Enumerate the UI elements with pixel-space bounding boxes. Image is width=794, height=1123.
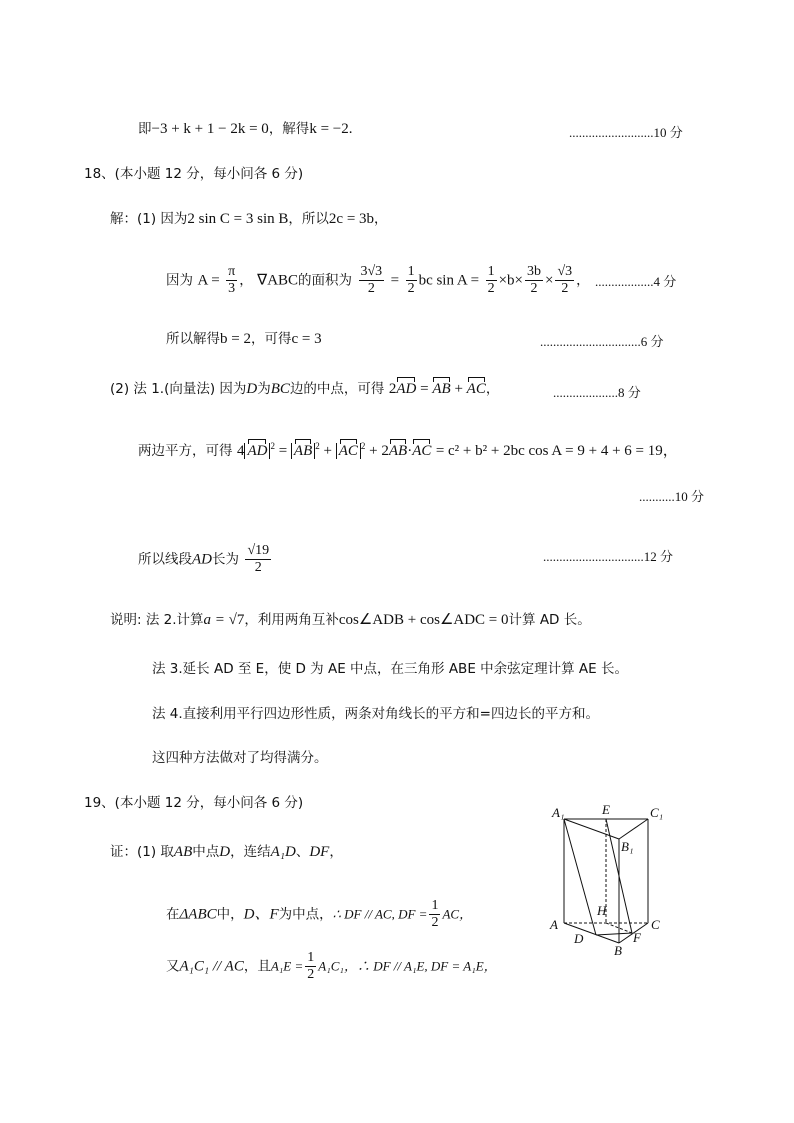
- edge-a-b: [564, 923, 619, 943]
- fraction-half: $\frac{1}{2}$: [431, 898, 439, 930]
- equation: c = 3: [291, 331, 322, 347]
- edge-c1-b1: [619, 819, 648, 839]
- label-d: D: [574, 931, 584, 946]
- text-segment: 解：(1) 因为: [110, 211, 188, 227]
- question-18-header: 18、(本小题 12 分，每小问各 6 分): [84, 166, 304, 182]
- equation: k = −2: [309, 121, 349, 137]
- label-a: A: [550, 917, 558, 932]
- text-segment: ，解得: [268, 121, 310, 137]
- label-b1: B₁: [621, 839, 634, 854]
- text-segment: 因为: [166, 272, 193, 289]
- q18-square-line: [138, 437, 678, 460]
- text-segment: 所以线段: [138, 551, 192, 568]
- text-segment: 即: [138, 121, 152, 137]
- note-method-4: 法 4.直接利用平行四边形性质，两条对角线长的平方和=四边长的平方和。: [152, 706, 599, 722]
- q18-part2-line: (2) 法 1.(向量法) 因为D为BC边的中点，可得 2AD = AB + AC，: [110, 381, 500, 397]
- equation: cos∠ADB + cos∠ADC = 0: [338, 612, 509, 628]
- label-f: F: [633, 930, 641, 945]
- label-c1: C₁: [650, 805, 664, 820]
- text-segment: 所以解得: [166, 331, 220, 347]
- fraction-half: $\frac{1}{2}$: [307, 950, 315, 982]
- solution-line-k: 即−3 + k + 1 − 2k = 0，解得k = −2.: [138, 121, 353, 137]
- score-marker: ....................8 分: [553, 385, 641, 400]
- note-method-3: 法 3.延长 AD 至 E，使 D 为 AE 中点，在三角形 ABE 中余弦定理计算 AE 长。: [152, 661, 628, 677]
- text-segment: (2) 法 1.(向量法) 因为: [110, 381, 247, 397]
- edge-a1-b1: [564, 819, 619, 839]
- q18-solve-line: [166, 330, 322, 348]
- fraction-sqrt19-over-2: $\frac{√19}{2}$: [247, 543, 270, 575]
- equation: A =: [197, 272, 220, 289]
- fraction-3b-over-2: $\frac{3b}{2}$: [527, 264, 542, 296]
- label-b: B: [614, 943, 622, 958]
- triangle-symbol: ∇ABC: [257, 272, 299, 289]
- label-e: E: [602, 802, 610, 817]
- text-segment: 的面积为: [298, 272, 353, 289]
- vector-equation: 2AD = AB + AC: [388, 381, 486, 397]
- score-marker: ...........10 分: [639, 489, 705, 504]
- text-segment: 说明: 法 2.计算: [110, 612, 204, 628]
- note-full-marks: 这四种方法做对了均得满分。: [152, 750, 328, 766]
- equation: a = √7: [203, 612, 245, 628]
- fraction-3sqrt3-over-2: $\frac{3√3}{2}$: [360, 264, 383, 296]
- fraction-pi-over-3: $\frac{\pi}{3}$: [228, 264, 236, 296]
- q19-proof-line-1: 证：(1) 取AB中点D，连结A₁D、DF，: [110, 844, 343, 860]
- question-19-header: 19、(本小题 12 分，每小问各 6 分): [84, 795, 304, 811]
- fraction-half: $\frac{1}{2}$: [487, 264, 495, 296]
- prism-figure: [540, 797, 670, 967]
- q19-proof-line-2: 在ΔABC中，D、F为中点，∴ DF // AC, DF = $\frac{1}{2}$ AC，: [166, 898, 473, 930]
- score-marker: ...............................12 分: [543, 549, 674, 564]
- q18-part1-line: [110, 210, 388, 228]
- q19-proof-line-3: 又A₁C₁ // AC，且A₁E = $\frac{1}{2}$ A₁C₁，∴ DF // A₁E, DF = A₁E，: [166, 950, 497, 982]
- label-h: H: [597, 903, 607, 918]
- score-marker: ..................4 分: [595, 274, 677, 289]
- equation: 2c = 3b: [328, 211, 375, 227]
- vector-expression: 4 AD $^2$ = AB $^2$ + AC $^2$ + 2AB·AC: [236, 441, 432, 459]
- segment-d-f: [596, 933, 632, 935]
- label-a1: A₁: [552, 805, 565, 820]
- text-segment: ，: [374, 211, 388, 227]
- q18-area-line: 因为 A = $\frac{\pi}{3}$ ， ∇ABC的面积为 $\frac{3√3}{2}$ = $\frac{1}{2}$ bc sin A = $\frac{1}{2}$ ×b× $\frac{3b}{2}$ × $\frac{√3}{2}$ ，: [166, 264, 590, 296]
- segment-a1-d: [564, 819, 596, 935]
- text-segment: ，可得: [250, 331, 292, 347]
- label-c: C: [651, 917, 660, 932]
- score-marker: ...............................6 分: [540, 334, 664, 349]
- equation: = c² + b² + 2bc cos A = 9 + 4 + 6 = 19，: [435, 443, 678, 459]
- equation: 2 sin C = 3 sin B: [187, 211, 289, 227]
- text-segment: ，所以: [288, 211, 329, 227]
- equation: −3 + k + 1 − 2k = 0: [151, 121, 269, 137]
- note-method-2: 说明: 法 2.计算a = √7，利用两角互补cos∠ADB + cos∠ADC = 0计算 AD 长。: [110, 612, 591, 628]
- equation: b = 2: [220, 331, 251, 347]
- q18-result-line: 所以线段AD长为 $\frac{√19}{2}$: [138, 543, 270, 575]
- fraction-half: $\frac{1}{2}$: [407, 264, 415, 296]
- fraction-sqrt3-over-2: $\frac{√3}{2}$: [557, 264, 573, 296]
- score-marker: ..........................10 分: [569, 125, 683, 140]
- text-segment: 两边平方，可得: [138, 443, 233, 459]
